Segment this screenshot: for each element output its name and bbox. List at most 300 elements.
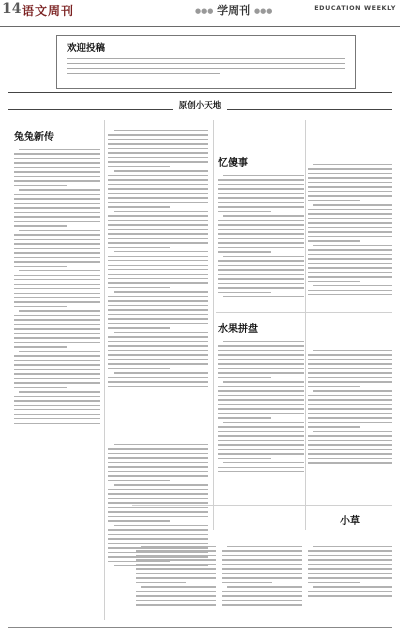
- text-line: [108, 247, 170, 248]
- text-line: [308, 582, 360, 583]
- text-line: [308, 363, 392, 364]
- text-line: [108, 448, 208, 449]
- article-body: [108, 130, 208, 387]
- text-line: [136, 591, 216, 592]
- text-line: [114, 332, 208, 333]
- text-line: [108, 197, 208, 198]
- text-line: [218, 283, 304, 284]
- text-line: [308, 186, 392, 187]
- text-line: [218, 179, 304, 180]
- text-line: [14, 288, 100, 289]
- text-line: [218, 453, 304, 454]
- text-line: [108, 282, 208, 283]
- text-line: [108, 336, 208, 337]
- column-divider: [213, 120, 214, 530]
- text-line: [14, 360, 100, 361]
- text-line: [218, 372, 304, 373]
- text-line: [218, 408, 304, 409]
- text-line: [218, 229, 304, 230]
- text-line: [108, 233, 208, 234]
- text-line: [222, 550, 302, 551]
- text-line: [223, 341, 304, 342]
- text-line: [308, 417, 392, 418]
- text-line: [114, 372, 208, 373]
- text-line: [108, 215, 208, 216]
- text-line: [19, 149, 100, 150]
- text-line: [108, 363, 208, 364]
- text-line: [14, 306, 67, 307]
- text-line: [218, 247, 304, 248]
- text-line: [308, 404, 392, 405]
- text-line: [67, 73, 220, 75]
- text-line: [108, 511, 208, 512]
- text-line: [308, 573, 392, 574]
- text-line: [14, 279, 100, 280]
- text-line: [218, 363, 304, 364]
- text-line: [308, 182, 392, 183]
- text-line: [108, 471, 208, 472]
- text-line: [14, 284, 100, 285]
- text-line: [108, 516, 208, 517]
- text-line: [114, 525, 208, 526]
- text-line: [308, 290, 392, 291]
- text-line: [313, 285, 392, 286]
- text-line: [108, 466, 208, 467]
- text-line: [218, 269, 304, 270]
- text-line: [14, 301, 100, 302]
- text-line: [114, 211, 208, 212]
- text-line: [218, 238, 304, 239]
- text-line: [108, 274, 208, 275]
- text-line: [218, 440, 304, 441]
- text-line: [223, 462, 304, 463]
- text-line: [227, 586, 302, 587]
- text-line: [308, 577, 392, 578]
- text-line: [14, 257, 100, 258]
- text-line: [308, 236, 392, 237]
- article-body: [136, 546, 216, 606]
- text-line: [136, 600, 216, 601]
- text-line: [136, 568, 216, 569]
- text-line: [308, 173, 392, 174]
- text-line: [218, 435, 304, 436]
- text-line: [14, 364, 100, 365]
- text-line: [14, 261, 100, 262]
- text-line: [308, 254, 392, 255]
- text-line: [308, 440, 392, 441]
- text-line: [313, 431, 392, 432]
- text-line: [218, 233, 304, 234]
- text-line: [108, 318, 208, 319]
- text-line: [108, 462, 208, 463]
- text-line: [14, 405, 100, 406]
- text-line: [14, 297, 100, 298]
- text-line: [14, 414, 100, 415]
- text-line: [108, 143, 208, 144]
- text-line: [14, 423, 100, 424]
- text-line: [136, 595, 216, 596]
- text-line: [114, 251, 208, 252]
- text-line: [108, 359, 208, 360]
- text-line: [108, 242, 208, 243]
- text-line: [218, 471, 304, 472]
- text-line: [14, 275, 100, 276]
- text-line: [108, 206, 170, 207]
- text-line: [108, 453, 208, 454]
- text-line: [223, 175, 304, 176]
- text-line: [308, 458, 392, 459]
- footer-rule: [8, 627, 392, 628]
- text-line: [19, 351, 100, 352]
- text-line: [108, 224, 208, 225]
- text-line: [136, 564, 216, 565]
- text-line: [108, 493, 208, 494]
- text-line: [218, 211, 271, 212]
- text-line: [108, 152, 208, 153]
- text-line: [14, 382, 100, 383]
- text-line: [108, 179, 208, 180]
- text-line: [67, 63, 345, 65]
- text-line: [14, 171, 100, 172]
- text-line: [14, 185, 67, 186]
- text-line: [218, 444, 304, 445]
- text-line: [108, 188, 208, 189]
- article-3-continued: [308, 344, 392, 467]
- text-line: [218, 399, 304, 400]
- text-line: [308, 177, 392, 178]
- text-line: [308, 222, 392, 223]
- text-line: [14, 252, 100, 253]
- article-title: 兔兔新传: [14, 132, 54, 143]
- text-line: [136, 604, 216, 605]
- text-line: [136, 573, 216, 574]
- article-title: 水果拼盘: [218, 324, 258, 335]
- text-line: [218, 417, 271, 418]
- text-line: [308, 372, 392, 373]
- text-line: [108, 354, 208, 355]
- text-line: [14, 315, 100, 316]
- text-line: [136, 582, 186, 583]
- article-body: [308, 350, 392, 464]
- text-line: [308, 462, 392, 463]
- text-line: [14, 266, 67, 267]
- text-line: [108, 229, 208, 230]
- text-line: [218, 390, 304, 391]
- text-line: [108, 148, 208, 149]
- text-line: [14, 194, 100, 195]
- text-line: [313, 390, 392, 391]
- text-line: [308, 426, 360, 427]
- text-line: [218, 260, 304, 261]
- article-body: [218, 175, 304, 297]
- text-line: [14, 324, 100, 325]
- text-line: [14, 203, 100, 204]
- welcome-submissions-box: [56, 35, 356, 89]
- text-line: [223, 422, 304, 423]
- text-line: [308, 422, 392, 423]
- text-line: [218, 458, 271, 459]
- text-line: [14, 418, 100, 419]
- text-line: [218, 359, 304, 360]
- text-line: [108, 520, 170, 521]
- text-line: [308, 386, 360, 387]
- welcome-title: 欢迎投稿: [67, 43, 106, 54]
- article-title: 小草: [340, 516, 360, 527]
- text-line: [108, 139, 208, 140]
- text-line: [222, 591, 302, 592]
- text-line: [14, 396, 100, 397]
- text-line: [308, 276, 392, 277]
- text-line: [308, 564, 392, 565]
- edition-english: EDUCATION WEEKLY: [314, 4, 396, 12]
- text-line: [14, 400, 100, 401]
- text-line: [222, 555, 302, 556]
- text-line: [19, 391, 100, 392]
- text-line: [19, 270, 100, 271]
- text-line: [218, 292, 271, 293]
- text-line: [108, 166, 170, 167]
- text-line: [308, 209, 392, 210]
- text-line: [308, 263, 392, 264]
- text-line: [136, 559, 216, 560]
- text-line: [108, 341, 208, 342]
- text-line: [218, 274, 304, 275]
- text-line: [108, 480, 170, 481]
- text-line: [308, 191, 392, 192]
- text-line: [308, 595, 392, 596]
- text-line: [114, 484, 208, 485]
- text-line: [108, 475, 208, 476]
- text-line: [218, 188, 304, 189]
- text-line: [218, 467, 304, 468]
- text-line: [108, 175, 208, 176]
- text-line: [108, 256, 208, 257]
- text-line: [218, 404, 304, 405]
- text-line: [14, 207, 100, 208]
- text-line: [308, 258, 392, 259]
- text-line: [14, 248, 100, 249]
- text-line: [108, 507, 208, 508]
- article-divider: [132, 505, 392, 506]
- text-line: [308, 435, 392, 436]
- text-line: [218, 251, 271, 252]
- text-line: [308, 399, 392, 400]
- text-line: [108, 278, 208, 279]
- text-line: [218, 426, 304, 427]
- text-line: [313, 204, 392, 205]
- text-line: [218, 377, 271, 378]
- text-line: [108, 498, 208, 499]
- text-line: [308, 444, 392, 445]
- text-line: [218, 184, 304, 185]
- text-line: [114, 291, 208, 292]
- column-divider: [104, 120, 105, 620]
- text-line: [141, 546, 216, 547]
- column-divider: [305, 120, 306, 530]
- text-line: [14, 373, 100, 374]
- text-line: [108, 386, 208, 387]
- text-line: [108, 457, 208, 458]
- text-line: [108, 134, 208, 135]
- text-line: [222, 568, 302, 569]
- section-band: [8, 92, 392, 110]
- text-line: [308, 195, 392, 196]
- text-line: [19, 230, 100, 231]
- text-line: [136, 555, 216, 556]
- article-body: [14, 149, 100, 424]
- text-line: [218, 287, 304, 288]
- text-line: [108, 350, 208, 351]
- article-4: [340, 512, 392, 529]
- text-line: [136, 550, 216, 551]
- text-line: [222, 577, 302, 578]
- text-line: [222, 559, 302, 560]
- text-line: [14, 342, 100, 343]
- section-title: 原创小天地: [173, 101, 228, 111]
- text-line: [108, 502, 208, 503]
- text-line: [14, 167, 100, 168]
- text-line: [108, 323, 208, 324]
- text-line: [313, 350, 392, 351]
- text-line: [19, 310, 100, 311]
- text-line: [14, 293, 100, 294]
- text-line: [313, 586, 392, 587]
- text-line: [223, 256, 304, 257]
- text-line: [313, 164, 392, 165]
- article-2: [218, 154, 304, 301]
- text-line: [14, 162, 100, 163]
- text-line: [223, 215, 304, 216]
- text-line: [67, 58, 345, 60]
- page-number: 14: [2, 1, 22, 17]
- text-line: [218, 449, 304, 450]
- text-line: [14, 153, 100, 154]
- text-line: [308, 449, 392, 450]
- paper-name: 语文周刊: [22, 4, 75, 18]
- text-line: [14, 243, 100, 244]
- text-line: [308, 231, 392, 232]
- text-line: [108, 381, 208, 382]
- text-line: [108, 193, 208, 194]
- text-line: [223, 381, 304, 382]
- text-line: [308, 359, 392, 360]
- text-line: [308, 453, 392, 454]
- text-line: [19, 189, 100, 190]
- text-line: [223, 296, 304, 297]
- text-line: [218, 202, 304, 203]
- text-line: [14, 355, 100, 356]
- article-2-continued: [308, 158, 392, 299]
- text-line: [108, 345, 208, 346]
- article-3: [218, 320, 304, 476]
- text-line: [308, 377, 392, 378]
- text-line: [14, 225, 67, 226]
- text-line: [218, 354, 304, 355]
- text-line: [218, 206, 304, 207]
- text-line: [14, 409, 100, 410]
- text-line: [218, 220, 304, 221]
- text-line: [108, 534, 208, 535]
- text-line: [14, 212, 100, 213]
- text-line: [218, 278, 304, 279]
- text-line: [308, 559, 392, 560]
- text-line: [114, 444, 208, 445]
- edition-label-wrap: [195, 2, 272, 18]
- text-line: [14, 319, 100, 320]
- text-line: [108, 296, 208, 297]
- text-line: [218, 242, 304, 243]
- text-line: [222, 564, 302, 565]
- text-line: [14, 378, 100, 379]
- article-title: 忆傻事: [218, 158, 248, 169]
- text-line: [14, 346, 67, 347]
- edition-label: 学周刊: [217, 4, 251, 17]
- text-line: [108, 269, 208, 270]
- text-line: [108, 309, 208, 310]
- text-line: [14, 239, 100, 240]
- text-line: [108, 377, 208, 378]
- text-line: [108, 314, 208, 315]
- masthead: [0, 0, 400, 27]
- text-line: [114, 170, 208, 171]
- text-line: [308, 408, 392, 409]
- text-line: [108, 305, 208, 306]
- text-line: [218, 193, 304, 194]
- text-line: [222, 604, 302, 605]
- text-line: [67, 68, 345, 70]
- text-line: [108, 260, 208, 261]
- text-line: [308, 218, 392, 219]
- text-line: [14, 337, 100, 338]
- text-line: [14, 216, 100, 217]
- text-line: [308, 368, 392, 369]
- text-line: [308, 413, 392, 414]
- text-line: [308, 550, 392, 551]
- text-line: [222, 582, 272, 583]
- text-line: [108, 184, 208, 185]
- text-line: [108, 265, 208, 266]
- text-line: [227, 546, 302, 547]
- article-4-body-c: [308, 540, 392, 600]
- text-line: [218, 197, 304, 198]
- text-line: [222, 595, 302, 596]
- article-1: [14, 128, 100, 427]
- text-line: [136, 577, 216, 578]
- article-1-continued: [108, 124, 208, 390]
- article-4-body-a: [136, 540, 216, 609]
- text-line: [218, 386, 304, 387]
- text-line: [308, 227, 392, 228]
- text-line: [308, 272, 392, 273]
- text-line: [313, 546, 392, 547]
- text-line: [308, 555, 392, 556]
- text-line: [222, 600, 302, 601]
- dots-icon: ●●●: [254, 7, 273, 15]
- text-line: [218, 224, 304, 225]
- text-line: [218, 395, 304, 396]
- article-body: [308, 546, 392, 597]
- text-line: [108, 300, 208, 301]
- text-line: [313, 245, 392, 246]
- text-line: [308, 249, 392, 250]
- text-line: [14, 333, 100, 334]
- text-line: [308, 168, 392, 169]
- text-line: [108, 529, 208, 530]
- text-line: [108, 202, 208, 203]
- text-line: [108, 368, 170, 369]
- text-line: [108, 238, 208, 239]
- text-line: [218, 431, 304, 432]
